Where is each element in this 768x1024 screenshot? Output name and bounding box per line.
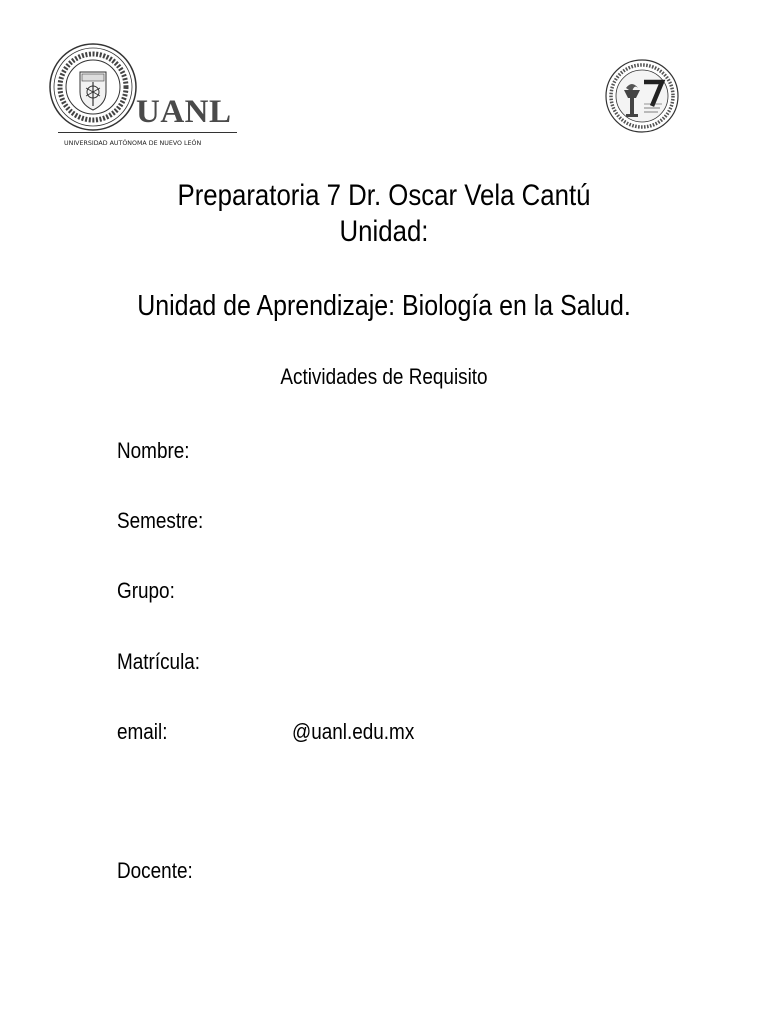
uanl-logo-divider: [58, 132, 237, 133]
uanl-logo: [48, 42, 238, 152]
docente-label: Docente:: [117, 858, 193, 883]
email-label: email:: [117, 719, 168, 744]
prepa7-seal-icon: [604, 58, 680, 134]
unit-heading: Unidad:: [339, 215, 429, 248]
title-block: [0, 178, 768, 250]
uanl-subtitle: UNIVERSIDAD AUTÓNOMA DE NUEVO LEÓN: [64, 140, 202, 147]
activities-subtitle: Actividades de Requisito: [280, 364, 488, 389]
nombre-label: Nombre:: [117, 438, 190, 463]
grupo-label: Grupo:: [117, 578, 175, 603]
matricula-label: Matrícula:: [117, 649, 201, 674]
uanl-wordmark: UANL: [136, 94, 232, 130]
school-name: Preparatoria 7 Dr. Oscar Vela Cantú: [177, 179, 591, 212]
semestre-label: Semestre:: [117, 508, 204, 533]
subject-title: Unidad de Aprendizaje: Biología en la Salud.: [137, 290, 631, 322]
email-domain: @uanl.edu.mx: [292, 719, 415, 744]
uanl-seal-icon: [48, 42, 138, 132]
